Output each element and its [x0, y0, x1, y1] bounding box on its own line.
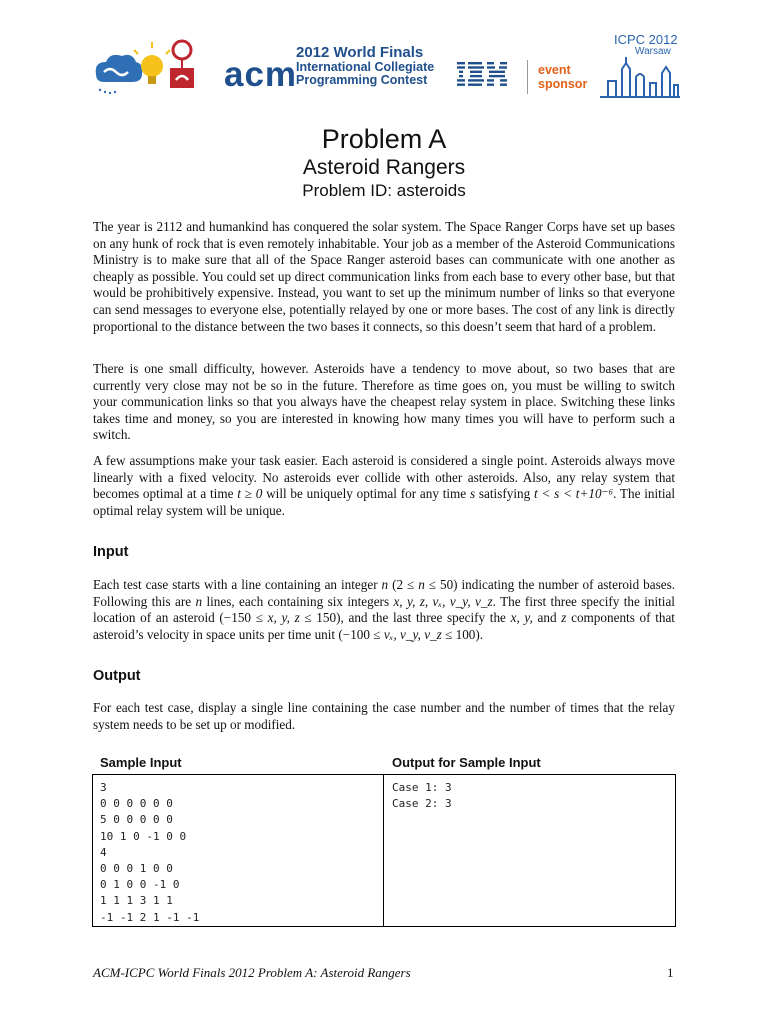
input-text-g: and	[532, 610, 562, 626]
difficulty-text: There is one small difficulty, however. Asteroids have a tendency to move about, so two bases that are currently very close may not be so in the future. Therefore as time goes on, you must be willing to switch your communication links so that you always have the cheapest relay system in place. Switching these links takes time and money, so you are interested in knowing how many times you will have to perform such a switch.	[93, 361, 675, 443]
intro-text: The year is 2112 and humankind has conquered the solar system. The Space Ranger Corps have set up bases on any hunk of rock that is even remotely inhabitable. Your job as a member of the Asteroid Communications Ministry is to make sure that all of the Space Ranger asteroid bases can communicate with one another as cheaply as possible. You could set up direct communication links from each base to every other base, but that would be prohibitively expensive. Instead, you want to set up the minimum number of links so that everyone can send messages to everyone else, potentially relayed by one or more bases. The cost of any link is directly proportional to the distance between the two bases it connects, so this doesn’t seem that hard of a problem.	[93, 219, 675, 334]
problem-name: Asteroid Rangers	[302, 156, 466, 179]
sample-input-heading: Sample Input	[100, 755, 182, 770]
input-paragraph	[93, 577, 675, 643]
event-label: event	[538, 63, 571, 77]
sample-table-divider	[383, 774, 384, 927]
math-z: z	[561, 610, 567, 626]
sample-input-line: 3	[100, 781, 107, 794]
math-n-1: n	[381, 577, 389, 592]
assumptions-text-b: will be uniquely optimal for any time	[262, 486, 470, 502]
icpc-name	[296, 61, 434, 87]
math-xy: x, y,	[510, 610, 533, 626]
problem-label: Problem A	[321, 124, 447, 154]
math-interval: t < s < t+10⁻⁶	[534, 486, 614, 502]
sponsor-label: sponsor	[538, 77, 588, 91]
sample-output-line: Case 1: 3	[392, 781, 452, 794]
math-xyz-1: x, y, z	[267, 610, 300, 626]
sample-input-line: 10 1 0 -1 0 0	[100, 829, 187, 843]
warsaw-skyline-icon	[600, 55, 682, 99]
sample-input-block	[100, 780, 199, 926]
sample-output-line: Case 2: 3	[392, 797, 452, 811]
sample-input-line: 1 1 1 3 1 1	[100, 894, 173, 908]
intro-paragraph	[93, 219, 675, 335]
assumptions-text-a: A few assumptions make your task easier. Each asteroid is considered a single point. Asteroids always move linearly with a fixed velocity. No asteroids ever collide with other asteroids. Also, any relay system that becomes optimal at a time	[93, 453, 675, 502]
icpc-year-label: ICPC 2012	[614, 32, 678, 47]
input-heading: Input	[93, 544, 129, 560]
input-text-d: lines, each containing six integers	[202, 593, 394, 609]
math-six-ints: x, y, z, vₓ, v_y, v_z	[393, 593, 493, 609]
sample-input-line: 4	[100, 845, 107, 859]
sample-input-line: 5 0 0 0 0 0	[100, 813, 173, 827]
input-text-b: (2 ≤	[388, 577, 419, 592]
ibm-logo-icon	[457, 62, 507, 86]
output-heading: Output	[93, 668, 141, 684]
input-text-c: ≤ 50) indicating the number of asteroid bases. Following this are	[93, 577, 675, 609]
input-text-h: components of that asteroid’s velocity in space units per time unit (−100 ≤	[93, 610, 675, 642]
assumptions-text-c: satisfying	[475, 486, 534, 502]
math-n-2: n	[418, 577, 425, 592]
input-text-a: Each test case starts with a line containing an integer	[93, 577, 382, 592]
icpc-name-line1: International Collegiate	[296, 60, 435, 74]
icpc-name-line2: Programming Contest	[296, 73, 428, 87]
event-sponsor-label	[538, 63, 587, 91]
input-text-i: ≤ 100).	[441, 626, 484, 642]
output-text: For each test case, display a single line containing the case number and the number of times that the relay system needs to be set up or modified.	[93, 700, 675, 732]
assumptions-text-d: . The initial optimal relay system will be unique.	[93, 486, 675, 518]
output-paragraph	[93, 700, 675, 733]
world-finals-label: 2012 World Finals	[296, 44, 424, 61]
page-number: 1	[667, 965, 674, 980]
assumptions-paragraph	[93, 453, 675, 519]
sample-input-line: 0 0 0 0 0 0	[100, 797, 173, 811]
difficulty-paragraph	[93, 361, 675, 444]
acm-logo-text: acm	[224, 55, 298, 94]
sample-output-block	[392, 780, 452, 812]
math-t-ge-0: t ≥ 0	[237, 486, 263, 502]
input-text-e: . The first three specify the initial location of an asteroid (−150 ≤	[93, 593, 675, 626]
math-velocity: vₓ, v_y, v_z	[383, 626, 442, 642]
input-text-f: ≤ 150), and the last three specify the	[299, 610, 511, 626]
contest-logos-icon	[92, 28, 232, 100]
city-label: Warsaw	[635, 46, 671, 57]
sample-input-line: -1 -1 2 1 -1 -1	[100, 910, 200, 924]
math-n-3: n	[195, 593, 203, 609]
sponsor-divider	[527, 60, 528, 94]
problem-id: Problem ID: asteroids	[302, 181, 466, 200]
sample-output-heading: Output for Sample Input	[392, 755, 541, 770]
sample-input-line: 0 0 0 1 0 0	[100, 862, 173, 876]
page-footer: ACM-ICPC World Finals 2012 Problem A: Asteroid Rangers	[93, 965, 411, 980]
sample-input-line: 0 1 0 0 -1 0	[100, 878, 180, 892]
math-s: s	[469, 486, 476, 502]
